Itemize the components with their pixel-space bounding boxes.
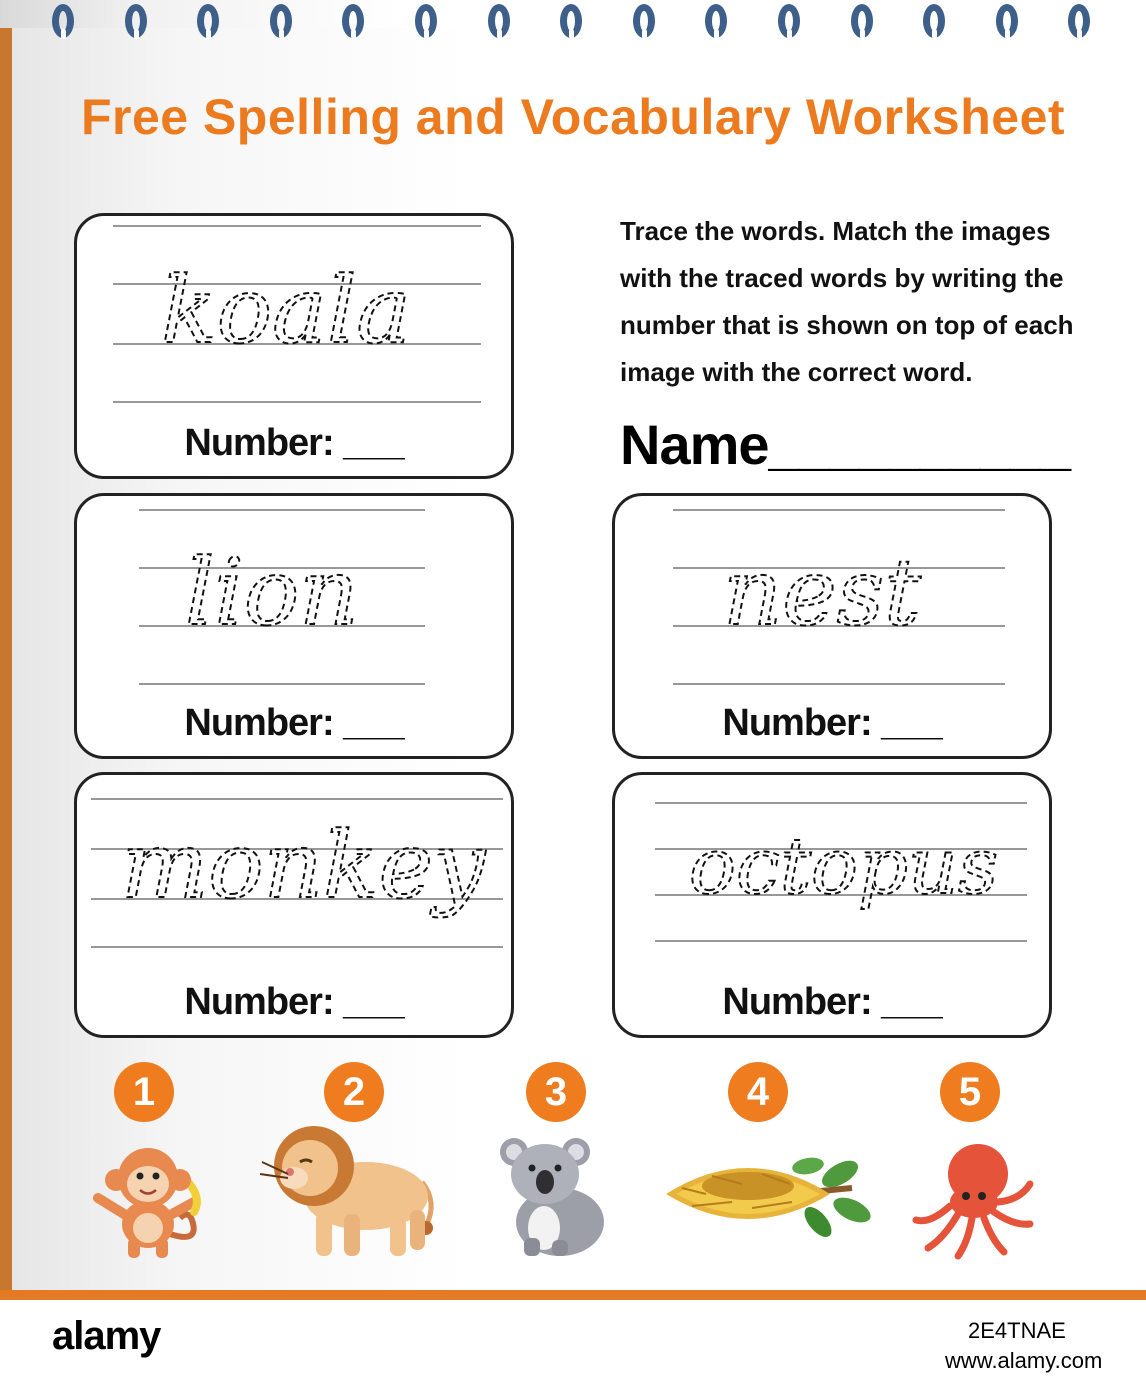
picture-number-badge: 4 (728, 1062, 788, 1122)
picture-number-badge: 1 (114, 1062, 174, 1122)
number-blank: Number: ___ (184, 702, 404, 744)
name-field[interactable]: Name__________ (620, 413, 1070, 476)
koala-icon (498, 1130, 618, 1260)
trace-word: lion (185, 539, 359, 646)
ring-icon (778, 4, 800, 38)
number-blank: Number: ___ (184, 981, 404, 1023)
alamy-logo: alamy (52, 1314, 161, 1358)
ring-icon (996, 4, 1018, 38)
ring-icon (270, 4, 292, 38)
notebook-edge-bottom (0, 1290, 1146, 1300)
stock-footer (0, 1300, 1146, 1390)
number-blank: Number: ___ (722, 981, 942, 1023)
trace-word: koala (161, 257, 412, 364)
trace-word: nest (723, 539, 921, 646)
ring-icon (52, 4, 74, 38)
trace-word: octopus (689, 822, 999, 912)
ring-icon (125, 4, 147, 38)
trace-card-monkey (74, 772, 514, 1038)
picture-number-badge: 5 (940, 1062, 1000, 1122)
notebook-edge-left (0, 28, 12, 1298)
nest-icon (652, 1148, 874, 1248)
ring-icon (633, 4, 655, 38)
number-blank: Number: ___ (184, 422, 404, 464)
monkey-icon (78, 1142, 218, 1262)
alamy-url[interactable]: www.alamy.com (945, 1348, 1103, 1373)
trace-card-lion (74, 493, 514, 759)
worksheet-title: Free Spelling and Vocabulary Worksheet (80, 89, 1066, 145)
ring-icon (488, 4, 510, 38)
trace-word: monkey (121, 812, 486, 919)
octopus-icon (910, 1140, 1040, 1260)
number-blank: Number: ___ (722, 702, 942, 744)
trace-card-octopus (612, 772, 1052, 1038)
picture-number-badge: 3 (526, 1062, 586, 1122)
instructions-text: Trace the words. Match the images with the traced words by writing the number that is shown on top of each image with the correct word. (620, 216, 1074, 387)
image-id: 2E4TNAE (968, 1318, 1066, 1343)
ring-icon (851, 4, 873, 38)
trace-card-koala (74, 213, 514, 479)
ring-icon (415, 4, 437, 38)
lion-icon (254, 1122, 444, 1262)
picture-number-badge: 2 (324, 1062, 384, 1122)
trace-card-nest (612, 493, 1052, 759)
